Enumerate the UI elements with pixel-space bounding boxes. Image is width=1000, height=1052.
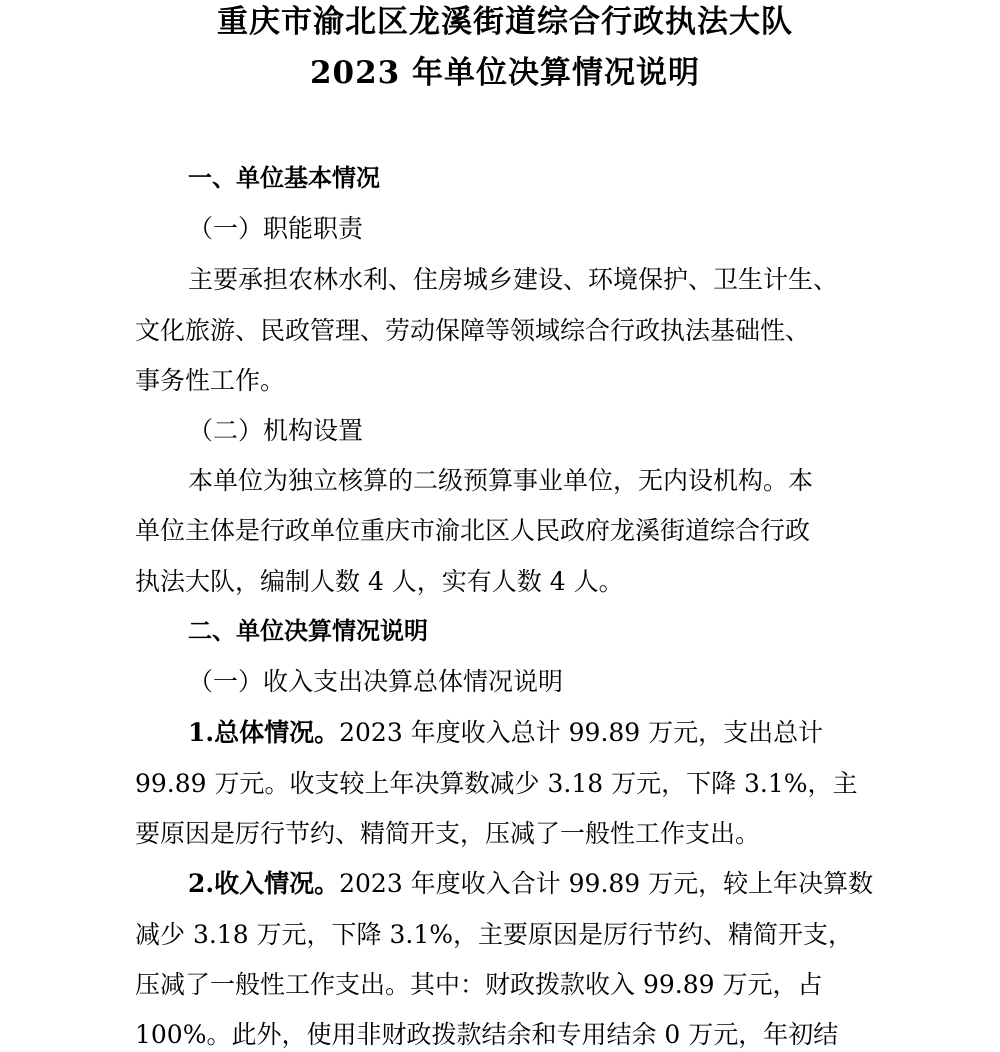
paragraph-line: 事务性工作。 (135, 366, 286, 395)
paragraph-line: 主要承担农林水利、住房城乡建设、环境保护、卫生计生、 (188, 265, 839, 294)
paragraph-text: 2023 年度收入总计 99.89 万元，支出总计 (339, 718, 824, 747)
paragraph-line: 减少 3.18 万元，下降 3.1%，主要原因是厉行节约、精简开支， (135, 920, 854, 949)
paragraph-line: 本单位为独立核算的二级预算事业单位，无内设机构。本 (188, 466, 814, 495)
paragraph-line: 执法大队，编制人数 4 人，实有人数 4 人。 (135, 567, 624, 596)
section-heading-basic-info: 一、单位基本情况 (188, 164, 380, 192)
paragraph-line (188, 871, 873, 896)
subsection-heading-functions: （一）职能职责 (188, 214, 364, 243)
paragraph-line: 文化旅游、民政管理、劳动保障等领域综合行政执法基础性、 (135, 316, 811, 345)
document-title-line-2: 2023 年单位决算情况说明 (309, 55, 701, 91)
section-heading-final-accounts: 二、单位决算情况说明 (188, 617, 428, 645)
subsection-heading-organization: （二）机构设置 (188, 416, 364, 445)
paragraph-line (188, 720, 823, 745)
document-title-line-1: 重庆市渝北区龙溪街道综合行政执法大队 (217, 4, 793, 40)
subsection-heading-income-expense-overview: （一）收入支出决算总体情况说明 (188, 667, 564, 696)
paragraph-lead-overall: 1.总体情况。 (188, 718, 340, 747)
paragraph-line: 要原因是厉行节约、精简开支，压减了一般性工作支出。 (135, 819, 761, 848)
paragraph-line: 压减了一般性工作支出。其中：财政拨款收入 99.89 万元，占 (135, 970, 823, 999)
paragraph-line: 99.89 万元。收支较上年决算数减少 3.18 万元，下降 3.1%，主 (135, 769, 858, 798)
paragraph-line: 100%。此外，使用非财政拨款结余和专用结余 0 万元，年初结 (135, 1020, 839, 1049)
paragraph-lead-income: 2.收入情况。 (188, 869, 340, 898)
paragraph-line: 单位主体是行政单位重庆市渝北区人民政府龙溪街道综合行政 (135, 516, 811, 545)
paragraph-text: 2023 年度收入合计 99.89 万元，较上年决算数 (339, 869, 874, 898)
